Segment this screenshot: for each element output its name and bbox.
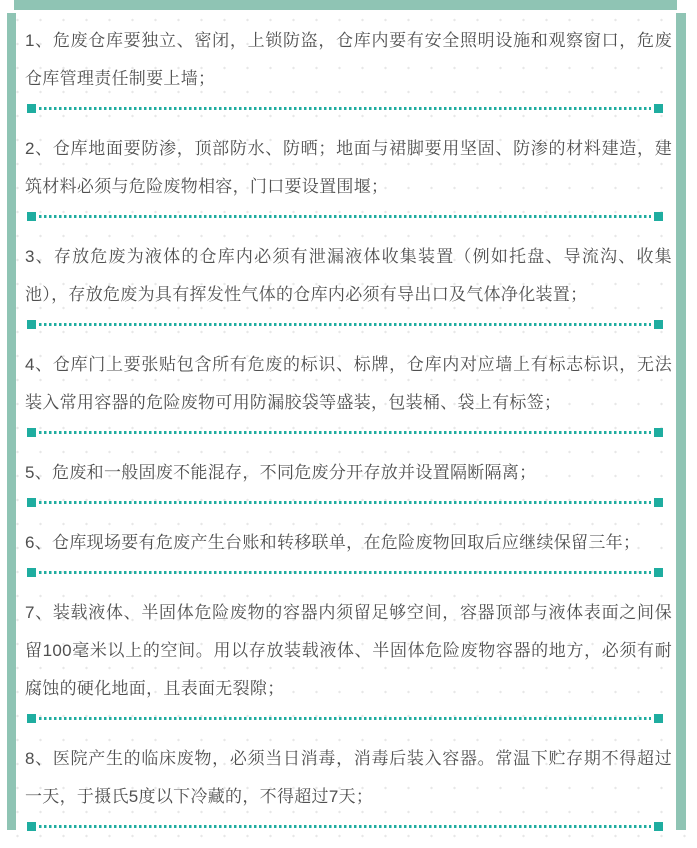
frame-top-bar [14,0,677,10]
separator-square-left [27,104,36,113]
separator-square-left [27,568,36,577]
separator-dotted-line [39,825,651,828]
separator-square-left [27,320,36,329]
frame-right-bar [676,13,686,830]
rule-item-7: 7、装载液体、半固体危险废物的容器内须留足够空间，容器顶部与液体表面之间保留100毫米以上的空间。用以存放装载液体、半固体危险废物容器的地方，必须有耐腐蚀的硬化地面，且表面无裂隙； [25,603,672,698]
separator-square-left [27,498,36,507]
dotted-separator [27,428,663,437]
separator-square-right [654,428,663,437]
rules-list [25,10,672,848]
separator-square-left [27,212,36,221]
dotted-separator [27,498,663,507]
separator-dotted-line [39,323,651,326]
rule-item-5: 5、危废和一般固废不能混存，不同危废分开存放并设置隔断隔离； [25,463,537,482]
rule-item-4: 4、仓库门上要张贴包含所有危废的标识、标牌，仓库内对应墙上有标志标识，无法装入常用容器的危险废物可用防漏胶袋等盛装，包装桶、袋上有标签； [25,355,672,412]
rule-item-3: 3、存放危废为液体的仓库内必须有泄漏液体收集装置（例如托盘、导流沟、收集池），存放危废为具有挥发性气体的仓库内必须有导出口及气体净化装置； [25,247,672,304]
rule-item-1: 1、危废仓库要独立、密闭，上锁防盗，仓库内要有安全照明设施和观察窗口，危废仓库管理责任制要上墙； [25,31,672,88]
separator-square-right [654,498,663,507]
separator-dotted-line [39,431,651,434]
separator-square-left [27,714,36,723]
separator-dotted-line [39,717,651,720]
separator-dotted-line [39,107,651,110]
separator-square-right [654,104,663,113]
separator-square-left [27,428,36,437]
dotted-separator [27,212,663,221]
separator-square-right [654,714,663,723]
dotted-separator [27,104,663,113]
separator-dotted-line [39,501,651,504]
rule-item-8: 8、医院产生的临床废物，必须当日消毒，消毒后装入容器。常温下贮存期不得超过一天，于摄氏5度以下冷藏的，不得超过7天； [25,749,672,806]
dotted-separator [27,568,663,577]
separator-dotted-line [39,571,651,574]
frame-left-bar [7,13,16,830]
separator-square-right [654,320,663,329]
rule-item-6: 6、仓库现场要有危废产生台账和转移联单，在危险废物回取后应继续保留三年； [25,533,641,552]
separator-dotted-line [39,215,651,218]
dotted-separator [27,320,663,329]
dotted-separator [27,714,663,723]
rule-item-2: 2、仓库地面要防渗，顶部防水、防晒；地面与裙脚要用坚固、防渗的材料建造，建筑材料必须与危险废物相容，门口要设置围堰； [25,139,672,196]
separator-square-right [654,568,663,577]
separator-square-right [654,212,663,221]
